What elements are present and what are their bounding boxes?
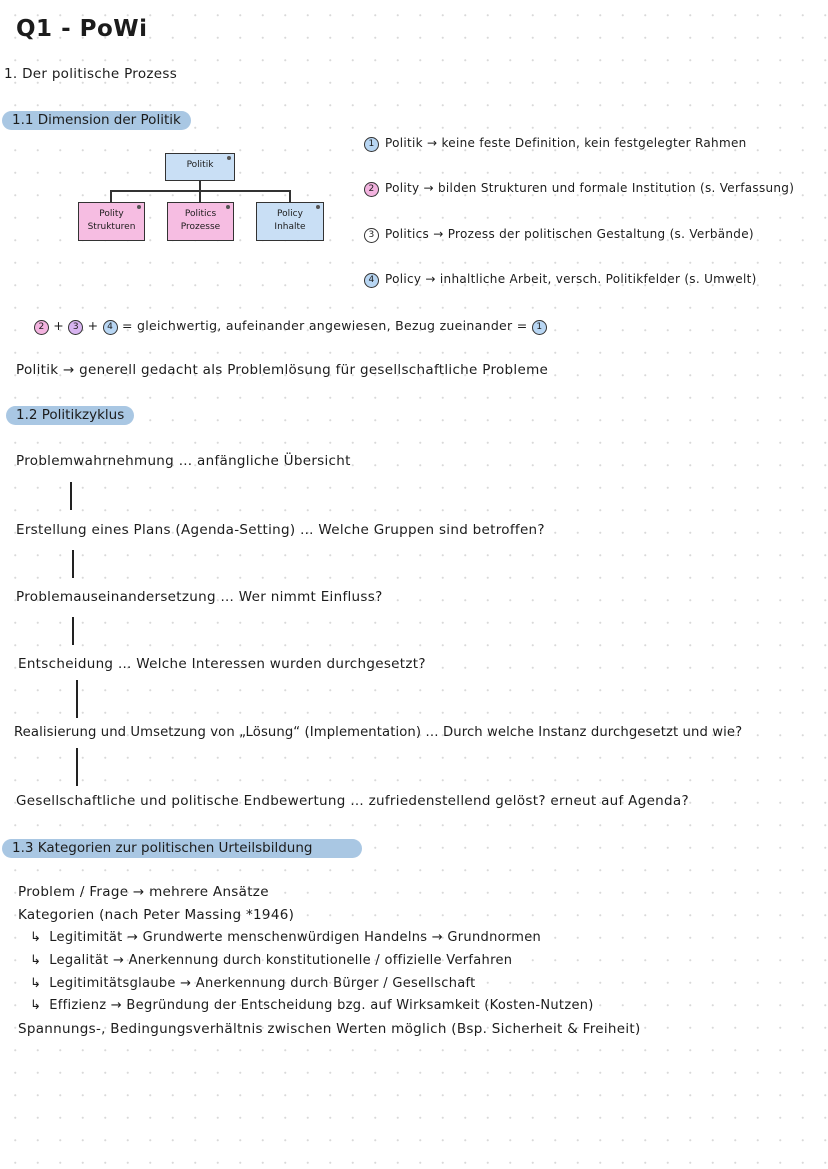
politics-label: Politics xyxy=(184,209,217,219)
policy-label: Policy xyxy=(277,209,303,219)
relation-text: = gleichwertig, aufeinander angewiesen, Bezug zueinander = xyxy=(121,318,528,333)
cycle-step: Erstellung eines Plans (Agenda-Setting) … Welche Gruppen sind betroffen? xyxy=(16,522,545,538)
number-badge: 4 xyxy=(103,320,118,335)
number-badge: 2 xyxy=(364,182,379,197)
section-heading-1-2: 1.2 Politikzyklus xyxy=(6,406,134,425)
hook-arrow-icon: ↳ xyxy=(30,976,42,991)
number-badge: 1 xyxy=(364,137,379,152)
down-arrow-icon xyxy=(70,482,72,510)
polity-sublabel: Strukturen xyxy=(87,222,136,232)
politik-note: Politik → generell gedacht als Problemlösung für gesellschaftliche Probleme xyxy=(16,362,549,378)
diagram-box-policy xyxy=(256,202,324,241)
sub-item-text: Legitimitätsglaube → Anerkennung durch Bürger / Gesellschaft xyxy=(49,976,476,991)
hook-arrow-icon: ↳ xyxy=(30,930,42,945)
sub-item-text: Effizienz → Begründung der Entscheidung bzg. auf Wirksamkeit (Kosten-Nutzen) xyxy=(49,998,594,1013)
number-badge: 3 xyxy=(68,320,83,335)
section-heading-1-1: 1.1 Dimension der Politik xyxy=(2,111,191,130)
section-heading-1-3: 1.3 Kategorien zur politischen Urteilsbildung xyxy=(2,839,362,858)
down-arrow-icon xyxy=(76,748,78,786)
cycle-step: Realisierung und Umsetzung von „Lösung“ (Implementation) … Durch welche Instanz durchgesetzt und wie? xyxy=(14,725,743,740)
hook-arrow-icon: ↳ xyxy=(30,998,42,1013)
cycle-step: Problemwahrnehmung … anfängliche Übersicht xyxy=(16,453,351,469)
definition-text: Policy → inhaltliche Arbeit, versch. Politikfelder (s. Umwelt) xyxy=(385,272,757,286)
sub-item xyxy=(30,953,512,968)
page-title: Q1 - PoWi xyxy=(16,16,148,42)
diagram-connector xyxy=(110,190,112,202)
definition-text: Polity → bilden Strukturen und formale Institution (s. Verfassung) xyxy=(385,181,795,195)
politics-sublabel: Prozesse xyxy=(180,222,221,232)
sub-item xyxy=(30,998,594,1013)
definition-2 xyxy=(364,181,794,197)
list-item: Spannungs-, Bedingungsverhältnis zwischen Werten möglich (Bsp. Sicherheit & Freiheit) xyxy=(18,1021,641,1037)
down-arrow-icon xyxy=(72,550,74,578)
definition-4 xyxy=(364,272,757,288)
policy-sublabel: Inhalte xyxy=(274,222,306,232)
cycle-step: Gesellschaftliche und politische Endbewertung … zufriedenstellend gelöst? erneut auf Agenda? xyxy=(16,793,689,809)
down-arrow-icon xyxy=(72,617,74,645)
sub-item xyxy=(30,976,476,991)
diagram-connector xyxy=(289,190,291,202)
definition-text: Politics → Prozess der politischen Gestaltung (s. Verbände) xyxy=(385,227,754,241)
definition-1 xyxy=(364,136,747,152)
definition-text: Politik → keine feste Definition, kein festgelegter Rahmen xyxy=(385,136,747,150)
diagram-root-politik xyxy=(165,153,235,181)
dimensions-relation: 2 + 3 + 4 = gleichwertig, aufeinander angewiesen, Bezug zueinander = 1 xyxy=(34,318,547,335)
definition-3 xyxy=(364,227,754,243)
cycle-step: Entscheidung … Welche Interessen wurden durchgesetzt? xyxy=(18,656,426,672)
diagram-root-label: Politik xyxy=(186,160,214,170)
number-badge: 1 xyxy=(532,320,547,335)
list-item: Kategorien (nach Peter Massing *1946) xyxy=(18,907,295,923)
diagram-box-polity xyxy=(78,202,145,241)
sub-item-text: Legitimität → Grundwerte menschenwürdigen Handelns → Grundnormen xyxy=(49,930,542,945)
number-badge: 4 xyxy=(364,273,379,288)
polity-label: Polity xyxy=(99,209,124,219)
diagram-connector xyxy=(199,190,201,202)
hook-arrow-icon: ↳ xyxy=(30,953,42,968)
down-arrow-icon xyxy=(76,680,78,718)
number-badge: 2 xyxy=(34,320,49,335)
diagram-box-politics xyxy=(167,202,234,241)
number-badge: 3 xyxy=(364,228,379,243)
sub-item-text: Legalität → Anerkennung durch konstitutionelle / offizielle Verfahren xyxy=(49,953,513,968)
cycle-step: Problemauseinandersetzung … Wer nimmt Einfluss? xyxy=(16,589,383,605)
chapter-heading: 1. Der politische Prozess xyxy=(4,66,178,82)
sub-item xyxy=(30,930,541,945)
list-item: Problem / Frage → mehrere Ansätze xyxy=(18,884,269,900)
